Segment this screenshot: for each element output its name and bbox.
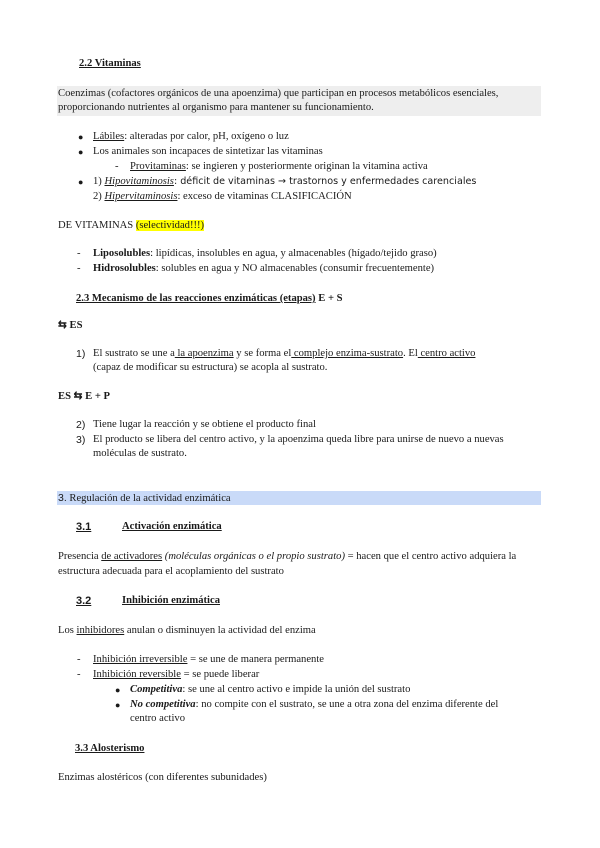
activation-line-1: Presencia de activadores (moléculas orgánicas o el propio sustrato) = hacen que el centro activo adquiera la: [58, 551, 517, 562]
list-item-hidrosolubles: Hidrosolubles: solubles en agua y NO almacenables (consumir frecuentemente): [93, 263, 435, 274]
section-title-3: 3. Regulación de la actividad enzimática: [58, 492, 231, 504]
equation-ep: ES ⇆ E + P: [58, 391, 111, 402]
highlight-selectividad: (selectividad!!!): [135, 220, 205, 231]
list-item-animales: Los animales son incapaces de sintetizar las vitaminas: [93, 146, 323, 157]
alosterism-text: Enzimas alostéricos (con diferentes subunidades): [58, 772, 267, 783]
step-1-line-1: El sustrato se une a la apoenzima y se forma el complejo enzima-sustrato. El centro activo: [93, 348, 476, 359]
list-item-hipovitaminosis: 1) Hipovitaminosis: déficit de vitaminas → trastornos y enfermedades carenciales: [93, 176, 477, 187]
intro-line-2: proporcionando nutrientes al organismo para mantener su funcionamiento.: [58, 102, 374, 113]
step-1-line-2: (capaz de modificar su estructura) se acopla al sustrato.: [93, 362, 328, 373]
list-item-no-competitiva-line-2: centro activo: [130, 713, 186, 724]
bullet-icon: ●: [78, 147, 84, 157]
classification-line: DE VITAMINAS (selectividad!!!): [58, 220, 205, 231]
list-item-no-competitiva: No competitiva: no compite con el sustrato, se une a otra zona del enzima diferente del: [130, 699, 499, 710]
list-item-hipervitaminosis: 2) Hipervitaminosis: exceso de vitaminas CLASIFICACIÓN: [93, 191, 352, 202]
list-item-reversible: Inhibición reversible = se puede liberar: [93, 669, 260, 680]
step-number-1: 1): [76, 348, 86, 360]
section-title-3-1: Activación enzimática: [122, 521, 222, 532]
step-3-line-1: El producto se libera del centro activo, y la apoenzima queda libre para unirse de nuevo a nuevas: [93, 434, 504, 445]
dash-marker: -: [115, 161, 119, 172]
dash-marker: -: [77, 263, 81, 274]
bullet-icon: ●: [78, 132, 84, 142]
section-title-2-2: 2.2 Vitaminas: [79, 58, 141, 69]
section-title-2-3: 2.3 Mecanismo de las reacciones enzimáticas (etapas) E + S: [76, 293, 343, 304]
step-number-2: 2): [76, 419, 86, 431]
step-2-text: Tiene lugar la reacción y se obtiene el producto final: [93, 419, 316, 430]
step-number-3: 3): [76, 434, 86, 446]
intro-line-1: Coenzimas (cofactores orgánicos de una apoenzima) que participan en procesos metabólicos esenciales,: [58, 88, 499, 99]
dash-marker: -: [77, 654, 81, 665]
equation-es: ⇆ ES: [58, 320, 83, 331]
bullet-icon: ●: [78, 177, 84, 187]
bullet-icon: ●: [115, 700, 121, 710]
dash-marker: -: [77, 248, 81, 259]
list-item-liposolubles: Liposolubles: lipídicas, insolubles en agua, y almacenables (hígado/tejido graso): [93, 248, 437, 259]
step-3-line-2: moléculas de sustrato.: [93, 448, 187, 459]
list-item-irreversible: Inhibición irreversible = se une de manera permanente: [93, 654, 325, 665]
list-item-provitaminas: Provitaminas: se ingieren y posteriormente originan la vitamina activa: [130, 161, 428, 172]
inhibitors-line: Los inhibidores anulan o disminuyen la actividad del enzima: [58, 625, 316, 636]
activation-line-2: estructura adecuada para el acoplamiento del sustrato: [58, 566, 284, 577]
dash-marker: -: [77, 669, 81, 680]
bullet-icon: ●: [115, 685, 121, 695]
section-number-3-2: 3.2: [76, 595, 92, 607]
section-title-3-2: Inhibición enzimática: [122, 595, 220, 606]
section-number-3-1: 3.1: [76, 521, 92, 533]
section-title-3-3: 3.3 Alosterismo: [75, 743, 145, 754]
list-item-labiles: Lábiles: alteradas por calor, pH, oxígeno o luz: [93, 131, 289, 142]
list-item-competitiva: Competitiva: se une al centro activo e impide la unión del sustrato: [130, 684, 411, 695]
